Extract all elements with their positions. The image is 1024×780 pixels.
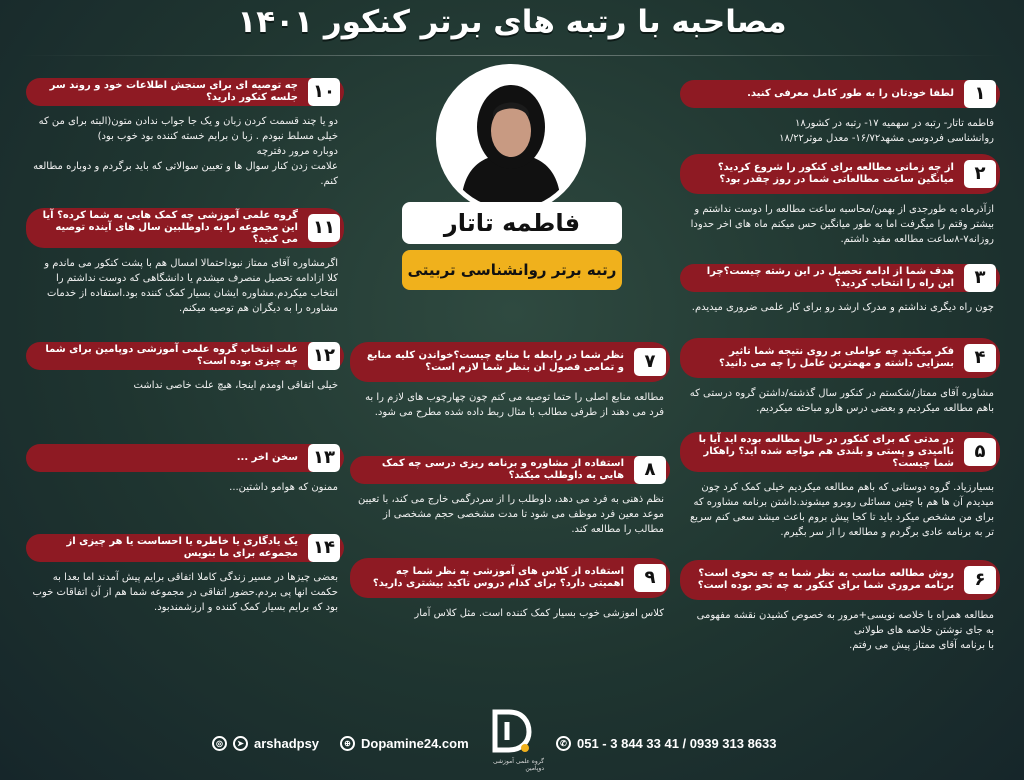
person-silhouette-icon <box>441 69 581 209</box>
qa-item-2 <box>680 154 1000 247</box>
qa-item-1 <box>680 80 1000 146</box>
answer-5: بسیارزیاد. گروه دوستانی که باهم مطالعه میکردیم خیلی کمک کرد چون میدیدم آن ها هم با چنین مسائلی روبرو میشوند.داشتن برنامه مشاوره که برای من مشخص میکرد باید تا کجا پیش بروم باعث میشد سعی کنم سریع تر به برنامه عادی برگردم و مطالعه را از سر بگیرم. <box>689 482 994 538</box>
question-text: چه توصیه ای برای سنجش اطلاعات خود و روند سر جلسه کنکور دارید؟ <box>49 80 298 103</box>
instagram-handle[interactable] <box>212 736 319 751</box>
qa-item-5 <box>680 432 1000 540</box>
answer-7: مطالعه منابع اصلی را حتما توصیه می کنم چون چهارچوب های لازم را به فرد می دهند از طرفی مطالب با مثال ربط داده شده مطرح می شود. <box>365 392 664 418</box>
question-text: گروه علمی آموزشی چه کمک هایی به شما کرده؟ آیا این مجموعه را به داوطلبین سال های آینده توصیه می کنید؟ <box>42 210 298 245</box>
title-divider <box>20 55 1004 56</box>
answer-14: بعضی چیزها در مسیر زندگی کاملا اتفاقی برایم پیش آمدند اما بعدا به حکمت انها پی بردم.حضور اتفاقی در مجموعه شما هم از آن اتفاقات خوب بود که برایم بسیار کمک کننده و ارزشمندبود. <box>32 572 338 613</box>
question-7 <box>350 342 670 382</box>
answer-11: اگرمشاوره آقای ممتاز نبوداحتمالا امسال هم با پشت کنکور می ماندم و کلا ازادامه تحصیل منصرف میشدم یا دانشگاهی که دوست نداشتم را انتخاب میکردم.مشاوره ایشان بسیار کمک کننده بود.استفاده از خدمات مشاوره را به دیگران هم توصیه میکنم. <box>44 258 338 314</box>
question-6 <box>680 560 1000 600</box>
answer-1: فاطمه تاتار- رتبه در سهمیه ۱۷- رتبه در کشور۱۸ روانشناسی فردوسی مشهد۱۶/۷۲- معدل موثر۱۸/۲۲ <box>779 118 994 144</box>
question-number: ۴ <box>964 344 996 372</box>
question-text: نظر شما در رابطه با منابع چیست؟خواندن کلیه منابع و تمامی فصول ان بنظر شما لازم است؟ <box>366 350 624 373</box>
question-11 <box>26 208 344 248</box>
qa-item-3 <box>680 264 1000 315</box>
qa-item-14 <box>26 534 344 615</box>
answer-8: نظم ذهنی به فرد می دهد، داوطلب را از سردرگمی خارج می کند، با تعیین موعد معین فرد موظف می شود تا مدت مشخصی حجم مشخصی از مطالب را مطالعه کند. <box>358 494 664 535</box>
question-number: ۱۱ <box>308 214 340 242</box>
question-text: علت انتخاب گروه علمی آموزشی دوپامین برای شما چه چیزی بوده است؟ <box>45 344 298 367</box>
question-text: در مدتی که برای کنکور در حال مطالعه بوده اید آیا با ناامیدی و پستی و بلندی هم مواجه شده اید؟ راهکار شما چیست؟ <box>698 434 954 469</box>
answer-2: ازآذرماه به طورجدی از بهمن/محاسبه ساعت مطالعه را دوست نداشتم و بیشتر وقتم را میگرفت اما به طور میانگین حس میکنم ماه های اخر حدودا روزانه۷-۸ساعت مطالعه مفید داشتم. <box>690 204 994 245</box>
question-number: ۱۰ <box>308 78 340 106</box>
question-text: هدف شما از ادامه تحصیل در این رشته چیست؟چرا این راه را انتخاب کردید؟ <box>706 266 954 289</box>
phone-text: 051 - 3 844 33 41 / 0939 313 8633 <box>577 736 777 751</box>
question-4 <box>680 338 1000 378</box>
question-10 <box>26 78 344 106</box>
question-1 <box>680 80 1000 108</box>
instagram-text: arshadpsy <box>254 736 320 751</box>
question-text: سخن اخر ... <box>236 452 298 463</box>
question-text: از چه زمانی مطالعه برای کنکور را شروع کردید؟ میانگین ساعت مطالعاتی شما در روز چقدر بود؟ <box>717 162 954 185</box>
question-number: ۱۲ <box>308 342 340 370</box>
answer-3: چون راه دیگری نداشتم و مدرک ارشد رو برای کار علمی ضروری میدیدم. <box>691 302 994 313</box>
question-12 <box>26 342 344 370</box>
qa-item-10 <box>26 78 344 189</box>
question-13 <box>26 444 344 472</box>
question-text: استفاده از مشاوره و برنامه ریزی درسی چه کمک هایی به داوطلب میکند؟ <box>381 458 624 481</box>
dopamine-logo <box>480 706 544 772</box>
question-number: ۵ <box>964 438 996 466</box>
answer-4: مشاوره آقای ممتاز/شکستم در کنکور سال گذشته/داشتن گروه درستی که باهم مطالعه میکردیم و بعضی درس هارو مباحثه میکردیم. <box>689 388 994 414</box>
question-8 <box>350 456 670 484</box>
answer-9: کلاس اموزشی خوب بسیار کمک کننده است. مثل کلاس آمار <box>414 608 664 619</box>
answer-6: مطالعه همراه با خلاصه نویسی+مرور به خصوص کشیدن نقشه مفهومی به جای نوشتن خلاصه های طولانی با برنامه آقای ممتاز پیش می رفتم. <box>696 610 994 651</box>
question-number: ۱۴ <box>308 534 340 562</box>
question-number: ۳ <box>964 264 996 292</box>
question-number: ۷ <box>634 348 666 376</box>
page-title: مصاحبه با رتبه های برتر کنکور ۱۴۰۱ <box>237 4 787 40</box>
question-text: یک یادگاری یا خاطره یا احساست یا هر چیزی از مجموعه برای ما بنویس <box>66 536 298 559</box>
profile-photo <box>436 64 586 214</box>
question-number: ۱۳ <box>308 444 340 472</box>
question-number: ۹ <box>634 564 666 592</box>
globe-icon: ⊕ <box>340 736 355 751</box>
question-2 <box>680 154 1000 194</box>
answer-12: خیلی اتفاقی اومدم اینجا، هیچ علت خاصی نداشت <box>133 380 338 391</box>
question-number: ۱ <box>964 80 996 108</box>
question-3 <box>680 264 1000 292</box>
question-text: روش مطالعه مناسب به نظر شما به چه نحوی است؟ برنامه مروری شما برای کنکور به چه نحو بوده است؟ <box>697 568 954 591</box>
question-number: ۶ <box>964 566 996 594</box>
question-9 <box>350 558 670 598</box>
qa-item-11 <box>26 208 344 316</box>
question-number: ۸ <box>634 456 666 484</box>
dopamine-logo-icon <box>487 706 537 756</box>
question-5 <box>680 432 1000 472</box>
question-text: لطفا خودتان را به طور کامل معرفی کنید. <box>747 88 954 99</box>
qa-item-13 <box>26 444 344 495</box>
logo-caption: گروه علمی آموزشی دوپامین <box>493 758 544 772</box>
qa-item-8 <box>350 456 670 537</box>
telegram-icon: ➤ <box>233 736 248 751</box>
answer-13: ممنون که هوامو داشتین... <box>229 482 338 493</box>
phone-numbers[interactable] <box>556 736 777 751</box>
question-number: ۲ <box>964 160 996 188</box>
website-text: Dopamine24.com <box>361 736 469 751</box>
qa-item-12 <box>26 342 344 393</box>
person-rank: رتبه برتر روانشناسی تربیتی <box>402 250 622 290</box>
person-name: فاطمه تاتار <box>402 202 622 244</box>
qa-item-7 <box>350 342 670 420</box>
website-link[interactable] <box>340 736 469 751</box>
qa-item-9 <box>350 558 670 621</box>
question-14 <box>26 534 344 562</box>
qa-item-6 <box>680 560 1000 653</box>
qa-item-4 <box>680 338 1000 416</box>
question-text: فکر میکنید چه عواملی بر روی نتیجه شما تاثیر بسزایی داشته و مهمترین عامل را چه می دانید؟ <box>718 346 954 369</box>
phone-icon: ✆ <box>556 736 571 751</box>
instagram-icon: ◎ <box>212 736 227 751</box>
answer-10: دو یا چند قسمت کردن زبان و یک جا جواب ندادن متون(البته برای من که خیلی مسلط نبودم . زبا ن برایم خسته کننده بود خوب بود) دوباره مرور دفترچه علامت زدن کنار سوال ها و تعیین سوالاتی که باید برگردم و دوباره مطالعه کنم. <box>33 116 338 187</box>
question-text: استفاده از کلاس های آموزشی به نظر شما چه اهمیتی دارد؟ برای کدام دروس تاکید بیشتری دارید؟ <box>372 566 624 589</box>
